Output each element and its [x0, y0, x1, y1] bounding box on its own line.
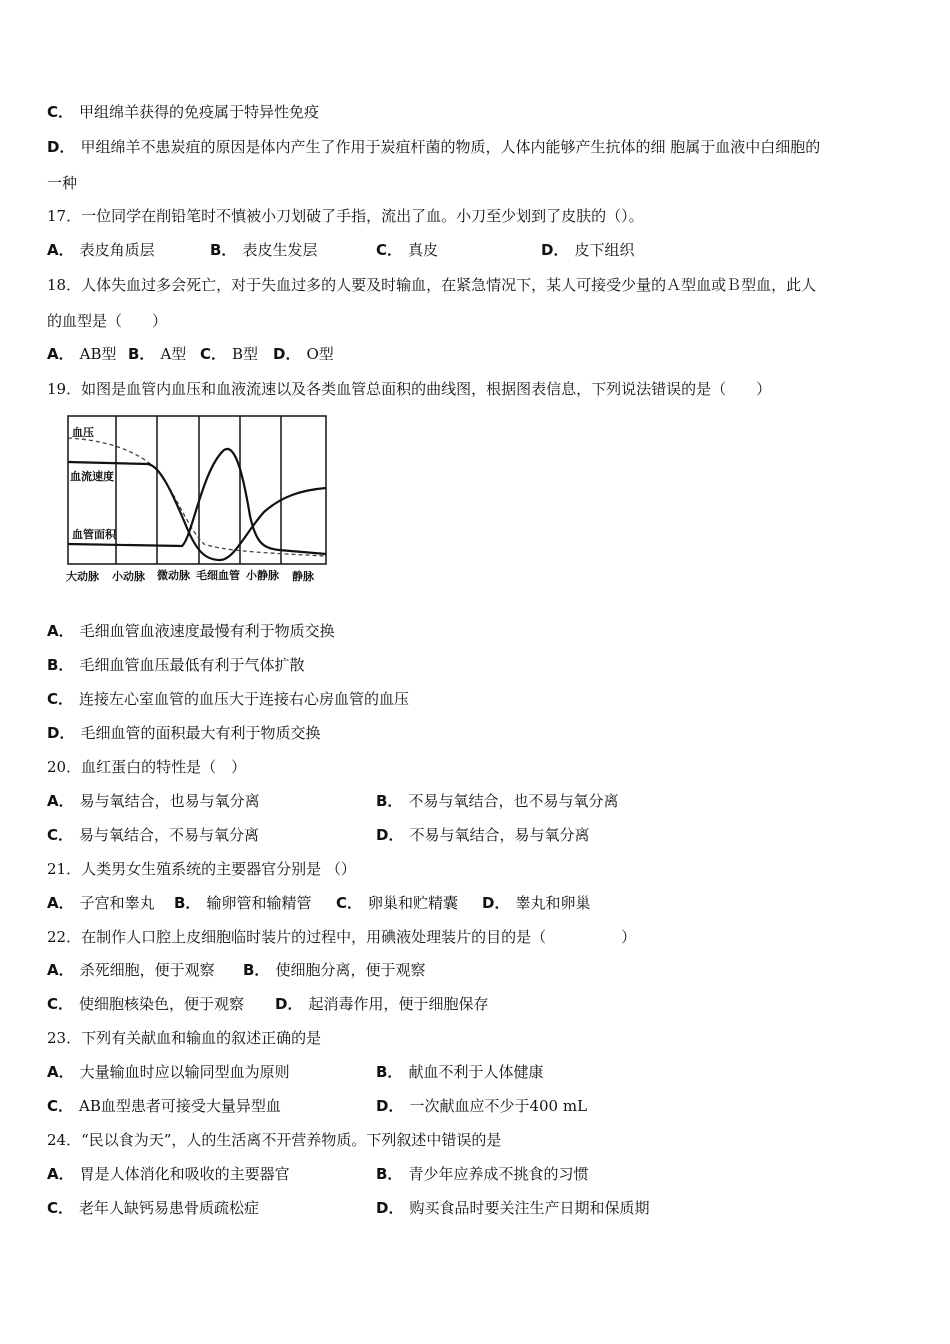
blood-vessel-diagram — [64, 410, 332, 590]
option-label: B． — [376, 792, 403, 810]
vessel-label-vein: 静脉 — [292, 570, 314, 583]
option-text: 老年人缺钙易患骨质疏松症 — [79, 1199, 260, 1217]
option-text: 献血不利于人体健康 — [408, 1063, 544, 1081]
q17-option-a — [47, 240, 155, 260]
q19-option-b — [47, 655, 304, 675]
blood-vessel-figure — [64, 410, 332, 590]
vessel-label-venule: 小静脉 — [246, 569, 279, 582]
option-text: 易与氧结合，不易与氧分离 — [79, 826, 260, 844]
option-text: 使细胞核染色，便于观察 — [79, 995, 245, 1013]
q18-stem: 18．人体失血过多会死亡，对于失血过多的人要及时输血，在紧急情况下，某人可接受少量的Ａ型血或Ｂ型血，此人 — [47, 276, 817, 294]
option-text: 甲组绵羊不患炭疽的原因是体内产生了作用于炭疽杆菌的物质，人体内能够产生抗体的细 胞属于血液中白细胞的 — [80, 138, 821, 156]
option-label: A． — [47, 894, 74, 912]
option-label: A． — [47, 622, 74, 640]
q21-option-c — [336, 893, 458, 913]
option-label: A． — [47, 1063, 74, 1081]
q23-option-a — [47, 1062, 290, 1082]
option-label: A． — [47, 241, 74, 259]
option-label: B． — [47, 656, 74, 674]
option-text: B型 — [232, 345, 259, 363]
option-text: 连接左心室血管的血压大于连接右心房血管的血压 — [79, 690, 410, 708]
option-label: D． — [273, 345, 301, 363]
q21-option-d — [482, 893, 590, 913]
option-label: C． — [200, 345, 227, 363]
option-text: 毛细血管的面积最大有利于物质交换 — [80, 724, 321, 742]
option-label: B． — [376, 1165, 403, 1183]
option-text: AB型 — [79, 345, 117, 363]
option-text: 甲组绵羊获得的免疫属于特异性免疫 — [79, 103, 320, 121]
q18-option-b — [128, 344, 186, 364]
option-text: O型 — [306, 345, 334, 363]
option-label: D． — [376, 1199, 404, 1217]
q17-option-b — [210, 240, 317, 260]
option-label: A． — [47, 961, 74, 979]
option-text: 不易与氧结合，易与氧分离 — [409, 826, 590, 844]
q22-option-d — [275, 994, 488, 1014]
q19-option-c — [47, 689, 409, 709]
option-text: 毛细血管血压最低有利于气体扩散 — [79, 656, 305, 674]
q21-option-b — [174, 893, 311, 913]
q20-stem: 20．血红蛋白的特性是（ ） — [47, 758, 247, 776]
option-text: 睾丸和卵巢 — [515, 894, 591, 912]
q24-option-a — [47, 1164, 290, 1184]
option-label: B． — [243, 961, 270, 979]
option-label: A． — [47, 792, 74, 810]
option-text: 胃是人体消化和吸收的主要器官 — [79, 1165, 290, 1183]
q18-option-c — [200, 344, 258, 364]
option-text: 毛细血管血液速度最慢有利于物质交换 — [79, 622, 335, 640]
q24-option-b — [376, 1164, 588, 1184]
option-label: A． — [47, 1165, 74, 1183]
q16-option-d-cont: 一种 — [47, 174, 78, 192]
figure-frame — [68, 416, 326, 564]
option-label: D． — [541, 241, 569, 259]
option-text: 购买食品时要关注生产日期和保质期 — [409, 1199, 650, 1217]
q18-stem-cont: 的血型是（ ） — [47, 312, 168, 330]
q22-stem: 22．在制作人口腔上皮细胞临时装片的过程中，用碘液处理装片的目的是（ ） — [47, 928, 637, 946]
option-label: B． — [128, 345, 155, 363]
q20-option-d — [376, 825, 589, 845]
option-label: D． — [482, 894, 510, 912]
option-text: 杀死细胞，便于观察 — [79, 961, 215, 979]
q24-option-c — [47, 1198, 259, 1218]
series-label-area: 血管面积 — [72, 528, 116, 541]
option-label: C． — [47, 826, 74, 844]
q19-option-d — [47, 723, 320, 743]
option-text: 子宫和睾丸 — [79, 894, 155, 912]
option-text: 表皮角质层 — [79, 241, 155, 259]
vessel-label-arteriole: 微动脉 — [157, 569, 190, 582]
q19-option-a — [47, 621, 335, 641]
option-label: D． — [47, 138, 75, 156]
option-label: C． — [47, 1097, 74, 1115]
q19-stem: 19．如图是血管内血压和血液流速以及各类血管总面积的曲线图，根据图表信息，下列说法错误的是（ ） — [47, 380, 772, 398]
q16-option-c — [47, 102, 319, 122]
option-text: 大量输血时应以输同型血为原则 — [79, 1063, 290, 1081]
q22-option-b — [243, 960, 425, 980]
option-label: B． — [174, 894, 201, 912]
option-text: 卵巢和贮精囊 — [368, 894, 459, 912]
option-label: C． — [47, 995, 74, 1013]
option-label: B． — [210, 241, 237, 259]
q17-option-c — [376, 240, 438, 260]
option-label: D． — [376, 826, 404, 844]
q24-stem: 24．“民以食为天”，人的生活离不开营养物质。下列叙述中错误的是 — [47, 1131, 502, 1149]
option-label: C． — [47, 1199, 74, 1217]
option-text: 易与氧结合，也易与氧分离 — [79, 792, 260, 810]
option-text: 起消毒作用，便于细胞保存 — [308, 995, 489, 1013]
vessel-label-capillary: 毛细血管 — [196, 569, 240, 582]
q23-option-b — [376, 1062, 543, 1082]
option-label: C． — [376, 241, 403, 259]
option-text: AB血型患者可接受大量异型血 — [79, 1097, 281, 1115]
option-label: B． — [376, 1063, 403, 1081]
q20-option-c — [47, 825, 259, 845]
option-label: D． — [376, 1097, 404, 1115]
option-text: 输卵管和输精管 — [206, 894, 312, 912]
option-label: D． — [275, 995, 303, 1013]
option-label: C． — [47, 690, 74, 708]
option-label: C． — [47, 103, 74, 121]
q21-stem: 21．人类男女生殖系统的主要器官分别是 （） — [47, 860, 356, 878]
q18-option-d — [273, 344, 334, 364]
series-label-velocity: 血流速度 — [70, 470, 114, 483]
q17-stem: 17．一位同学在削铅笔时不慎被小刀划破了手指，流出了血。小刀至少划到了皮肤的（）。 — [47, 207, 644, 225]
series-label-pressure: 血压 — [72, 426, 94, 439]
option-text: A型 — [160, 345, 187, 363]
q18-option-a — [47, 344, 116, 364]
q22-option-a — [47, 960, 215, 980]
option-text: 表皮生发层 — [242, 241, 318, 259]
option-text: 使细胞分离，便于观察 — [275, 961, 426, 979]
option-label: D． — [47, 724, 75, 742]
q22-option-c — [47, 994, 244, 1014]
q23-option-d — [376, 1096, 587, 1116]
q17-option-d — [541, 240, 634, 260]
vessel-label-aorta: 大动脉 — [66, 570, 99, 583]
q24-option-d — [376, 1198, 649, 1218]
q21-option-a — [47, 893, 155, 913]
option-text: 一次献血应不少于400 mL — [409, 1097, 588, 1115]
vessel-label-artery: 小动脉 — [112, 570, 145, 583]
q16-option-d — [47, 137, 820, 157]
option-text: 真皮 — [408, 241, 439, 259]
option-label: A． — [47, 345, 74, 363]
option-label: C． — [336, 894, 363, 912]
option-text: 皮下组织 — [574, 241, 635, 259]
q23-option-c — [47, 1096, 281, 1116]
option-text: 不易与氧结合，也不易与氧分离 — [408, 792, 619, 810]
q23-stem: 23．下列有关献血和输血的叙述正确的是 — [47, 1029, 322, 1047]
option-text: 青少年应养成不挑食的习惯 — [408, 1165, 589, 1183]
q20-option-b — [376, 791, 618, 811]
q20-option-a — [47, 791, 260, 811]
